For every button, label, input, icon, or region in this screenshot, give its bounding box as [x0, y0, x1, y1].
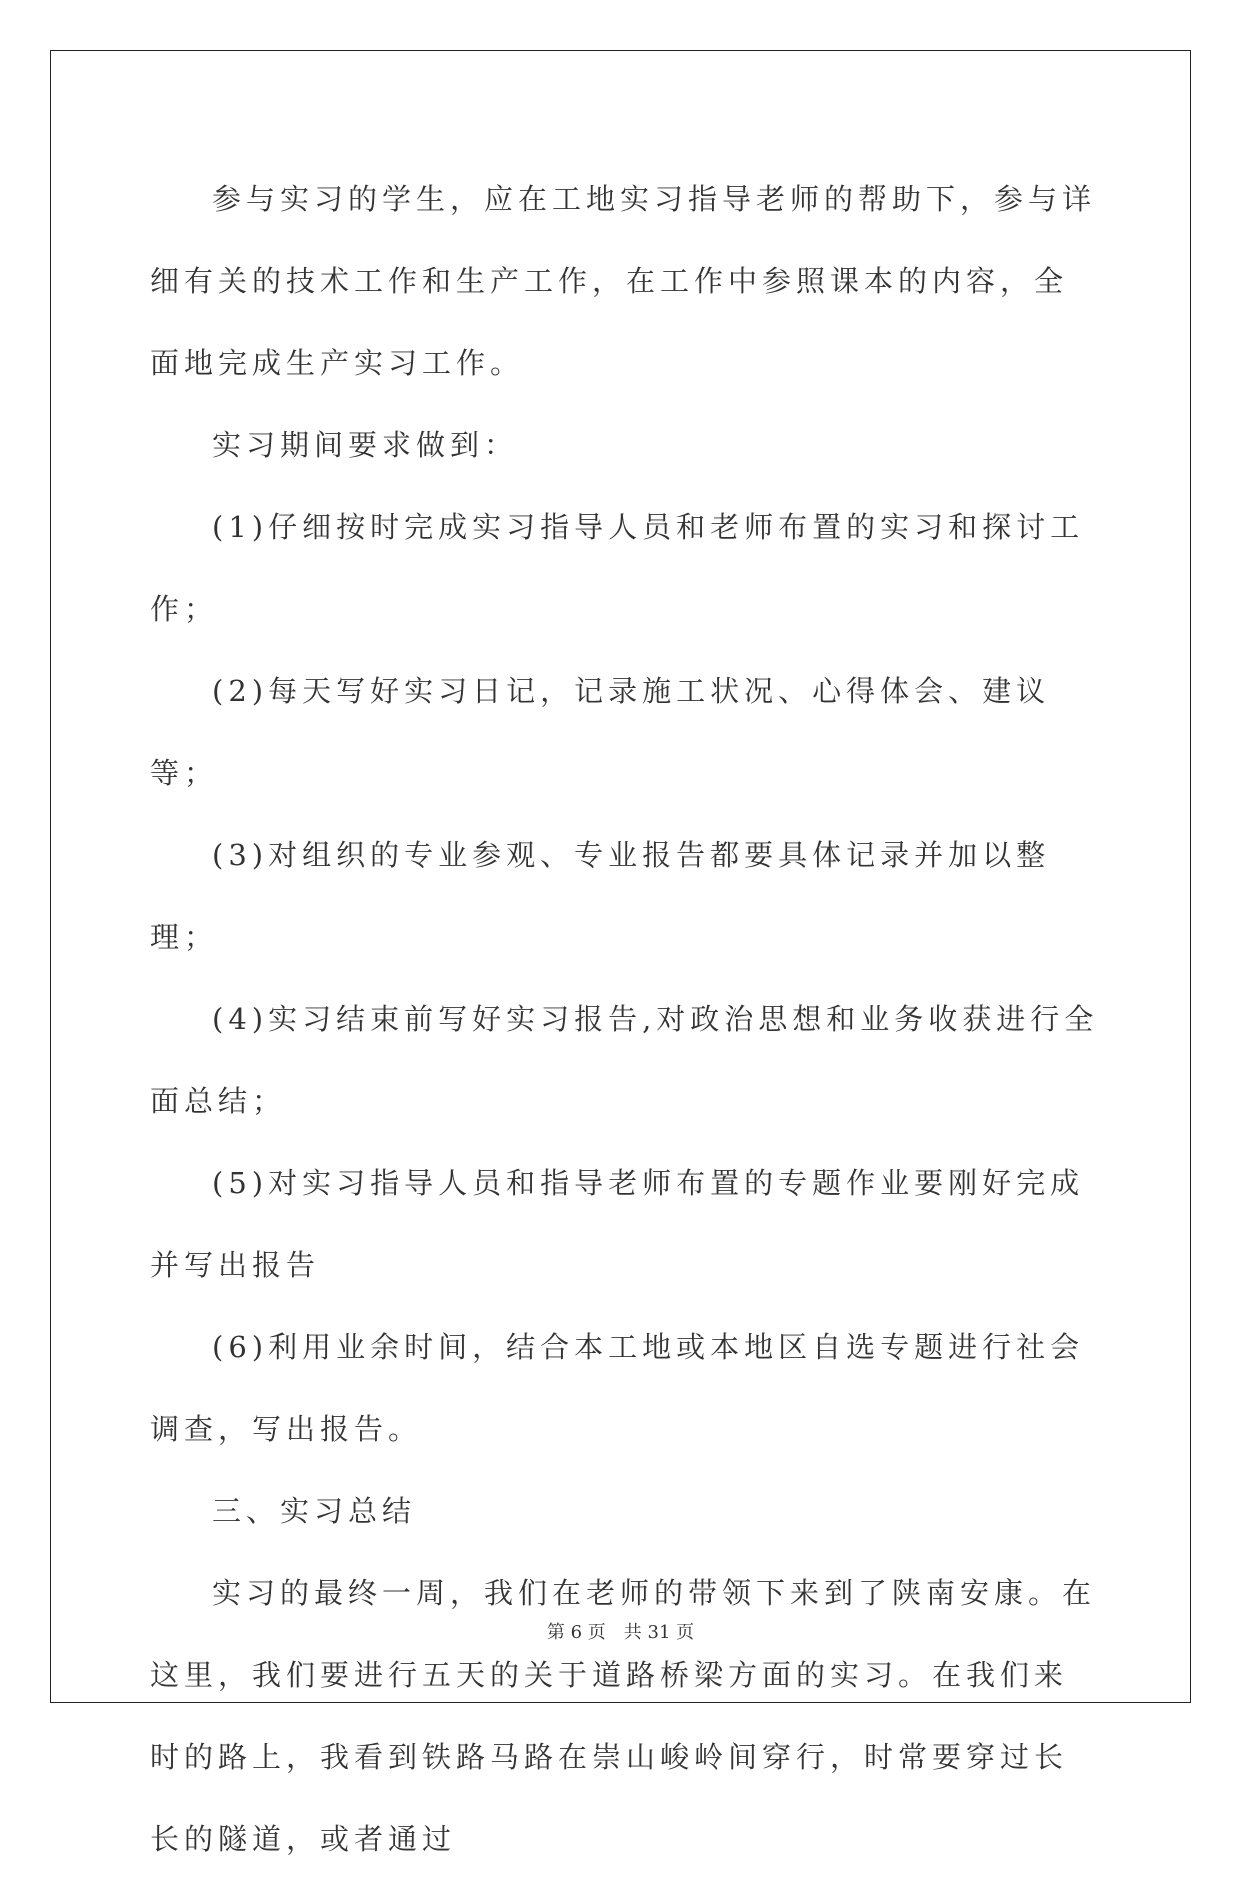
- paragraph-9: 实习的最终一周，我们在老师的带领下来到了陕南安康。在这里，我们要进行五天的关于道路桥梁方面的实习。在我们来时的路上，我看到铁路马路在崇山峻岭间穿行，时常要穿过长长的隧道，或者通过: [150, 1576, 1097, 1856]
- paragraph-8: (6)利用业余时间，结合本工地或本地区自选专题进行社会调查，写出报告。: [150, 1330, 1085, 1446]
- paragraph-1: 参与实习的学生，应在工地实习指导老师的帮助下，参与详细有关的技术工作和生产工作，在工作中参照课本的内容，全面地完成生产实习工作。: [150, 182, 1097, 380]
- page-footer: [0, 1618, 1241, 1644]
- paragraph-6: (4)实习结束前写好实习报告,对政治思想和业务收获进行全面总结；: [150, 1002, 1099, 1118]
- paragraph-4: (2)每天写好实习日记，记录施工状况、心得体会、建议等；: [150, 674, 1051, 790]
- paragraph-7: (5)对实习指导人员和指导老师布置的专题作业要刚好完成并写出报告: [150, 1166, 1085, 1282]
- paragraph-3: (1)仔细按时完成实习指导人员和老师布置的实习和探讨工作；: [150, 510, 1085, 626]
- section-heading: 三、实习总结: [212, 1494, 417, 1528]
- paragraph-5: (3)对组织的专业参观、专业报告都要具体记录并加以整理；: [150, 838, 1051, 954]
- page-number: 第 6 页: [546, 1622, 606, 1643]
- paragraph-2: 实习期间要求做到：: [212, 428, 519, 462]
- page-total: 共 31 页: [623, 1622, 695, 1643]
